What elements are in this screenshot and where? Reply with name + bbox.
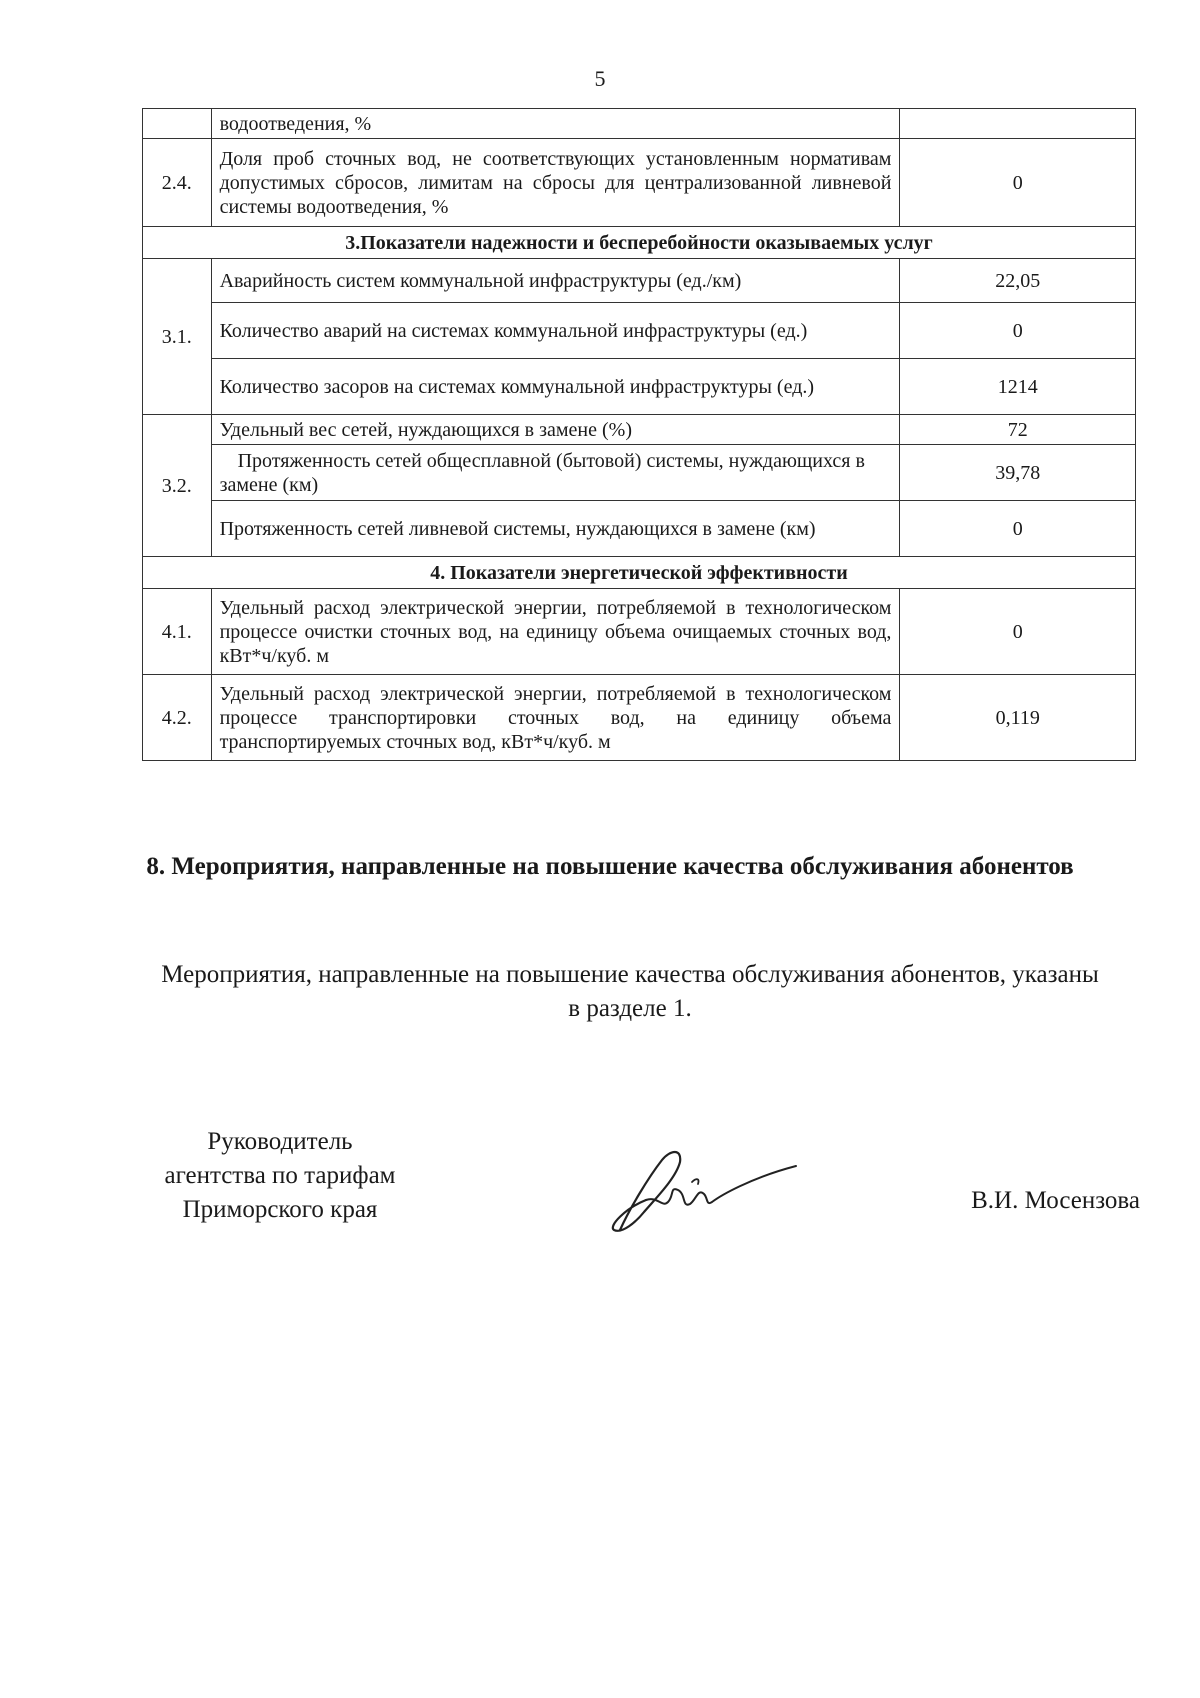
row-value — [900, 109, 1136, 139]
row-value: 72 — [900, 415, 1136, 445]
table-row — [143, 359, 1136, 415]
section-title: 3.Показатели надежности и бесперебойности оказываемых услуг — [143, 227, 1136, 259]
signatory-title-line: Приморского края — [182, 1196, 378, 1223]
table-row — [143, 589, 1136, 675]
row-value: 22,05 — [900, 259, 1136, 303]
row-value: 0 — [900, 501, 1136, 557]
table-row — [143, 259, 1136, 303]
indicators-table — [142, 108, 1136, 761]
row-description: Протяженность сетей общесплавной (бытовой) системы, нуждающихся в замене (км) — [211, 445, 900, 501]
row-number: 3.1. — [143, 259, 212, 415]
section-title: 4. Показатели энергетической эффективности — [143, 557, 1136, 589]
section-header-row — [143, 557, 1136, 589]
row-value: 39,78 — [900, 445, 1136, 501]
row-number: 4.2. — [143, 675, 212, 761]
row-value: 0,119 — [900, 675, 1136, 761]
table-row — [143, 675, 1136, 761]
handwritten-signature — [600, 1138, 800, 1248]
table-row — [143, 109, 1136, 139]
page-number: 5 — [594, 66, 606, 91]
signatory-title-line: Руководитель — [207, 1128, 353, 1155]
row-value: 0 — [900, 589, 1136, 675]
row-number: 2.4. — [143, 139, 212, 227]
row-number: 3.2. — [143, 415, 212, 557]
section-8-heading: 8. Мероприятия, направленные на повышение качества обслуживания абонентов — [146, 853, 1074, 880]
section-8-text: Мероприятия, направленные на повышение качества обслуживания абонентов, указаны в разделе 1. — [161, 961, 1099, 1022]
table-row — [143, 415, 1136, 445]
row-description: Протяженность сетей ливневой системы, нуждающихся в замене (км) — [211, 501, 900, 557]
section-header-row — [143, 227, 1136, 259]
row-description: Удельный расход электрической энергии, потребляемой в технологическом процессе очистки сточных вод, на единицу объема очищаемых сточных вод, кВт*ч/куб. м — [211, 589, 900, 675]
row-description: водоотведения, % — [211, 109, 900, 139]
row-description: Количество засоров на системах коммунальной инфраструктуры (ед.) — [211, 359, 900, 415]
row-value: 0 — [900, 303, 1136, 359]
row-value: 1214 — [900, 359, 1136, 415]
row-description: Аварийность систем коммунальной инфраструктуры (ед./км) — [211, 259, 900, 303]
row-description: Удельный вес сетей, нуждающихся в замене (%) — [211, 415, 900, 445]
row-number — [143, 109, 212, 139]
row-description: Количество аварий на системах коммунальной инфраструктуры (ед.) — [211, 303, 900, 359]
table-row — [143, 139, 1136, 227]
row-value: 0 — [900, 139, 1136, 227]
signatory-name: В.И. Мосензова — [971, 1187, 1140, 1214]
table-row — [143, 445, 1136, 501]
row-description: Удельный расход электрической энергии, потребляемой в технологическом процессе транспортировки сточных вод, на единицу объема транспортируемых сточных вод, кВт*ч/куб. м — [211, 675, 900, 761]
table-row — [143, 303, 1136, 359]
table-row — [143, 501, 1136, 557]
row-number: 4.1. — [143, 589, 212, 675]
row-description: Доля проб сточных вод, не соответствующих установленным нормативам допустимых сбросов, лимитам на сбросы для централизованной ливневой системы водоотведения, % — [211, 139, 900, 227]
signatory-title-line: агентства по тарифам — [164, 1162, 396, 1189]
signatory-title — [130, 1125, 430, 1227]
